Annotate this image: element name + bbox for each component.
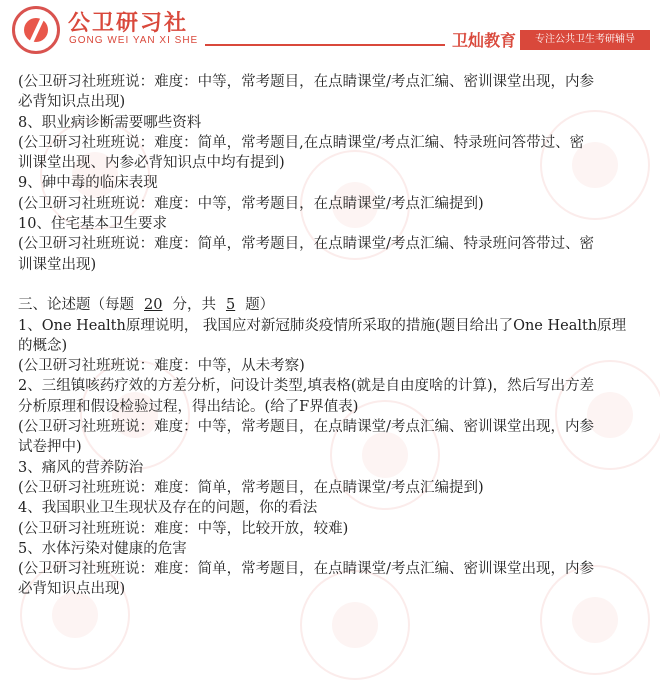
text-line: 试卷押中)	[18, 439, 82, 456]
text-line: (公卫研习社班班说：难度：中等，比较开放，较难)	[18, 520, 349, 537]
question-title: 5、水体污染对健康的危害	[18, 540, 187, 557]
text-line: (公卫研习社班班说：难度：简单，常考题目，在点睛课堂/考点汇编提到)	[18, 479, 484, 496]
question-title: 10、住宅基本卫生要求	[18, 216, 167, 233]
text-line: (公卫研习社班班说：难度：简单，常考题目,在点睛课堂/考点汇编、特录班问答带过、密	[18, 134, 585, 151]
section-heading	[18, 295, 648, 315]
brand-name: 公卫研习社	[68, 11, 189, 36]
text-line: 训课堂出现)	[18, 256, 97, 273]
text-line: 训课堂出现、内参必背知识点中均有提到)	[18, 155, 285, 172]
text-line: 的概念)	[18, 337, 68, 354]
text-line: (公卫研习社班班说：难度：简单，常考题目，在点睛课堂/考点汇编、密训课堂出现，内参	[18, 561, 595, 578]
question-title: 1、One Health原理说明， 我国应对新冠肺炎疫情所采取的措施(题目给出了One Health原理	[18, 317, 627, 334]
section-count: 5	[225, 297, 236, 314]
text-line: (公卫研习社班班说：难度：简单，常考题目，在点睛课堂/考点汇编、特录班问答带过、密	[18, 236, 595, 253]
text-line: (公卫研习社班班说：难度：中等，常考题目，在点睛课堂/考点汇编、密训课堂出现，内参	[18, 74, 595, 90]
tagline-badge: 专注公共卫生考研辅导	[520, 30, 650, 50]
text-line: 必背知识点出现)	[18, 94, 126, 111]
text-line: (公卫研习社班班说：难度：中等，常考题目，在点睛课堂/考点汇编、密训课堂出现，内参	[18, 419, 595, 436]
text-line: 必背知识点出现)	[18, 581, 126, 598]
question-title: 9、砷中毒的临床表现	[18, 175, 158, 192]
logo-icon	[12, 6, 60, 54]
text-line: (公卫研习社班班说：难度：中等，从未考察)	[18, 358, 305, 375]
document-body	[18, 72, 648, 600]
section-points: 20	[144, 297, 163, 314]
org-name: 卫灿教育	[452, 31, 517, 50]
header-divider	[205, 44, 445, 46]
page-header	[0, 0, 660, 62]
question-title: 2、三组镇咳药疗效的方差分析，问设计类型,填表格(就是自由度啥的计算)，然后写出方差	[18, 378, 595, 395]
section-mid: 分，共	[172, 297, 216, 314]
text-line: (公卫研习社班班说：难度：中等，常考题目，在点睛课堂/考点汇编提到)	[18, 195, 484, 212]
section-prefix: 三、论述题（每题	[18, 297, 134, 314]
question-title: 4、我国职业卫生现状及存在的问题，你的看法	[18, 500, 318, 517]
text-line: 分析原理和假设检验过程，得出结论。(给了F界值表)	[18, 398, 359, 415]
brand-subtitle: GONG WEI YAN XI SHE	[69, 35, 199, 46]
section-suffix: 题）	[245, 297, 275, 314]
question-title: 8、职业病诊断需要哪些资料	[18, 114, 202, 131]
question-title: 3、痛风的营养防治	[18, 459, 144, 476]
